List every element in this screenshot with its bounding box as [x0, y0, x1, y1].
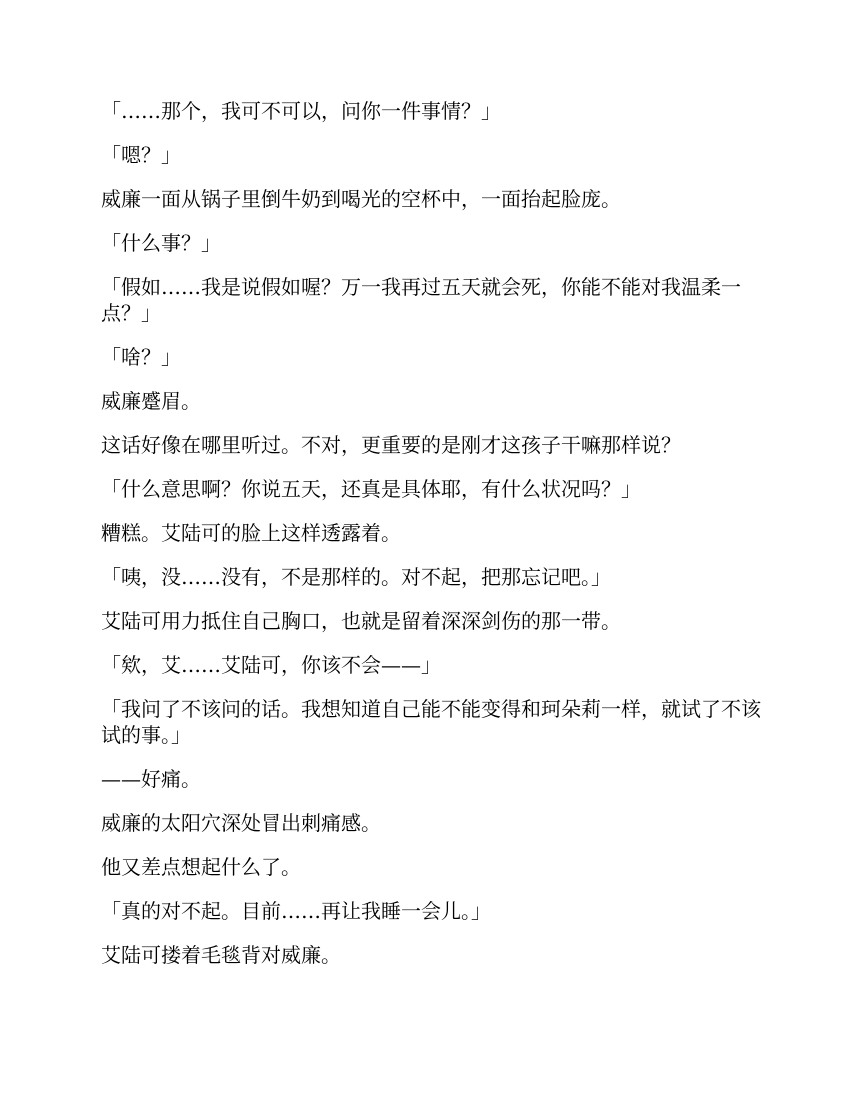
paragraph: 这话好像在哪里听过。不对，更重要的是刚才这孩子干嘛那样说？ [101, 433, 681, 457]
paragraph: 威廉蹙眉。 [101, 389, 201, 413]
paragraph: 「咦，没……没有，不是那样的。对不起，把那忘记吧。」 [101, 565, 611, 589]
paragraph: 「……那个，我可不可以，问你一件事情？」 [101, 99, 501, 123]
paragraph: 「我问了不该问的话。我想知道自己能不能变得和珂朵莉一样，就试了不该试的事。」 [101, 697, 761, 747]
paragraph: ——好痛。 [101, 767, 201, 791]
document-body [101, 98, 761, 986]
paragraph: 艾陆可用力抵住自己胸口，也就是留着深深剑伤的那一带。 [101, 609, 621, 633]
paragraph: 「嗯？」 [101, 143, 181, 167]
paragraph: 糟糕。艾陆可的脸上这样透露着。 [101, 521, 401, 545]
paragraph: 「啥？」 [101, 345, 181, 369]
paragraph: 艾陆可搂着毛毯背对威廉。 [101, 943, 341, 967]
paragraph: 他又差点想起什么了。 [101, 855, 301, 879]
paragraph: 「什么事？」 [101, 231, 221, 255]
paragraph: 威廉的太阳穴深处冒出刺痛感。 [101, 811, 381, 835]
paragraph: 「什么意思啊？你说五天，还真是具体耶，有什么状况吗？」 [101, 477, 641, 501]
paragraph: 「欸，艾……艾陆可，你该不会——」 [101, 653, 441, 677]
paragraph: 威廉一面从锅子里倒牛奶到喝光的空杯中，一面抬起脸庞。 [101, 187, 621, 211]
paragraph: 「假如……我是说假如喔？万一我再过五天就会死，你能不能对我温柔一点？」 [101, 275, 741, 325]
paragraph: 「真的对不起。目前……再让我睡一会儿。」 [101, 899, 491, 923]
